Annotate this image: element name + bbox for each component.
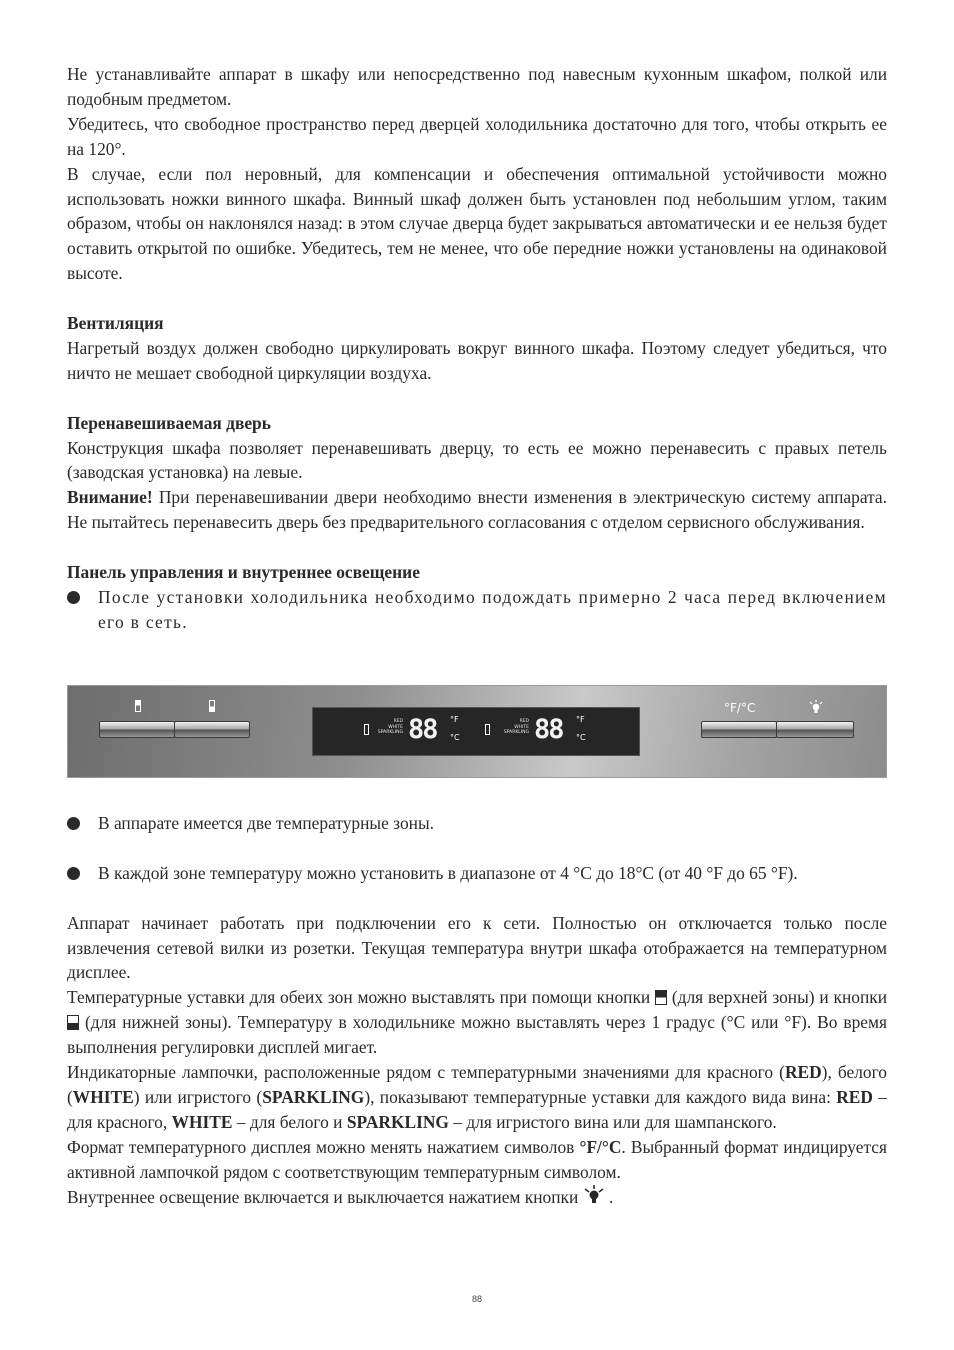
temp-digits-left: 88 (408, 714, 437, 745)
page-number: 88 (471, 1294, 482, 1304)
door-text: Конструкция шкафа позволяет перенавешивать дверцу, то есть ее можно перенавесить с правых петель (заводская установка) на левые. (67, 437, 887, 483)
bullet-wait (67, 585, 887, 635)
light-bulb-icon (808, 699, 824, 715)
intro-paragraph-2: Убедитесь, что свободное пространство перед дверцей холодильника достаточно для того, чтобы открыть ее на 120°. (67, 113, 887, 159)
bullet-range (67, 861, 887, 886)
p3-text-a: Индикаторные лампочки, расположенные рядом с температурными значениями для красного ( (67, 1062, 785, 1083)
white-label: WHITE (171, 1111, 233, 1132)
unit-toggle-label: °F/°C (724, 701, 756, 715)
page-content (67, 62, 887, 635)
p3-text-b: ), белого ( (67, 1062, 888, 1107)
red-label: RED (784, 1062, 822, 1083)
p4-text-a: Формат температурного дисплея можно менять нажатием символов (67, 1136, 580, 1157)
label-sparkling: SPARKLING (503, 730, 529, 735)
warning-text: При перенавешивании двери необходимо внести изменения в электрическую систему аппарата. Не пытайтесь перенавесить дверь без предварительного согласования с отделом сервисного обслуживания. (67, 487, 887, 533)
page-content-lower (67, 811, 887, 1209)
body-paragraph-2 (67, 985, 887, 1060)
bullet-wait-text: После установки холодильника необходимо подождать примерно 2 часа перед включением его в сеть. (98, 586, 887, 632)
bullet-zones (67, 811, 887, 836)
unit-c-right: °C (576, 733, 586, 742)
label-white: WHITE (388, 724, 403, 730)
body-paragraph-4 (67, 1135, 887, 1185)
p3-text-d: ), показывают температурные уставки для каждого вида вина: (364, 1086, 837, 1107)
p3-text-e: – для красного, (67, 1086, 887, 1132)
door-warning (67, 485, 887, 535)
ventilation-heading: Вентиляция (67, 313, 164, 334)
label-red: RED (393, 719, 403, 724)
panel-heading: Панель управления и внутреннее освещение (67, 562, 420, 583)
lower-zone-icon (209, 700, 215, 712)
p3-text-f: – для белого и (232, 1111, 347, 1132)
p2-text-c: (для нижней зоны). Температуру в холодильнике можно выставлять через 1 градус (°C или °F). Во время выполнения регулировки дисплей мигает. (67, 1012, 887, 1058)
upper-zone-icon (135, 700, 141, 712)
wine-labels-right (499, 719, 529, 736)
lower-zone-button[interactable] (174, 721, 250, 738)
p5-text-a: Внутреннее освещение включается и выключается нажатием кнопки (67, 1186, 583, 1207)
body-paragraph-1: Аппарат начинает работать при подключении его к сети. Полностью он отключается только после извлечения сетевой вилки из розетки. Текущая температура внутри шкафа отображается на температурном дисплее. (67, 912, 887, 983)
bullet-range-text: В каждой зоне температуру можно установить в диапазоне от 4 °C до 18°C (от 40 °F до 65 °F). (98, 862, 798, 883)
body-paragraph-3 (67, 1060, 887, 1135)
door-heading: Перенавешиваемая дверь (67, 412, 271, 433)
light-bulb-icon (583, 1185, 605, 1205)
unit-toggle-button[interactable] (701, 721, 777, 738)
p3-text-c: ) или игристого ( (133, 1086, 263, 1107)
temp-digits-right: 88 (534, 714, 563, 745)
label-red: RED (519, 719, 529, 724)
label-sparkling: SPARKLING (377, 730, 403, 735)
unit-f-right: °F (576, 715, 585, 724)
label-white: WHITE (514, 724, 529, 730)
light-button[interactable] (776, 721, 854, 738)
bullet-dot (67, 867, 80, 880)
zone-indicator-right (485, 724, 490, 735)
wine-labels-left (373, 719, 403, 736)
zone-indicator-left (364, 724, 369, 735)
bullet-dot (67, 591, 80, 604)
warning-label: Внимание! (67, 487, 153, 508)
p5-text-b: . (604, 1186, 614, 1207)
p2-text-a: Температурные уставки для обеих зон можно выставлять при помощи кнопки (67, 987, 656, 1008)
fc-label: °F/°C (579, 1136, 622, 1157)
white-label: WHITE (72, 1086, 134, 1107)
sparkling-label: SPARKLING (262, 1086, 365, 1107)
p4-text-b: . Выбранный формат индицируется активной лампочкой рядом с соответствующим температурным символом. (67, 1136, 887, 1182)
bullet-zones-text: В аппарате имеется две температурные зоны. (98, 813, 434, 833)
lower-zone-icon (67, 1015, 79, 1030)
red-label: RED (836, 1086, 873, 1107)
unit-c-left: °C (450, 733, 460, 742)
body-paragraph-5 (67, 1185, 887, 1210)
control-panel-image (67, 685, 887, 778)
intro-paragraph-1: Не устанавливайте аппарат в шкафу или непосредственно под навесным кухонным шкафом, полкой или подобным предметом. (67, 64, 887, 109)
p2-text-b: (для верхней зоны) и кнопки (667, 987, 888, 1008)
intro-paragraph-3: В случае, если пол неровный, для компенсации и обеспечения оптимальной устойчивости можно использовать ножки винного шкафа. Винный шкаф должен быть установлен под небольшим углом, таким образом, чтобы он наклонялся назад: в этом случае дверца будет закрываться автоматически и ее нельзя будет оставить открытой по ошибке. Убедитесь, тем не менее, что обе передние ножки установлены на одинаковой высоте. (67, 163, 887, 284)
bullet-dot (67, 817, 80, 830)
ventilation-text: Нагретый воздух должен свободно циркулировать вокруг винного шкафа. Поэтому следует убедиться, что ничто не мешает свободной циркуляции воздуха. (67, 337, 887, 383)
sparkling-label: SPARKLING (346, 1111, 449, 1132)
upper-zone-button[interactable] (99, 721, 175, 738)
p3-text-g: – для игристого вина или для шампанского. (448, 1111, 777, 1132)
upper-zone-icon (655, 990, 667, 1005)
temperature-display (312, 707, 640, 756)
unit-f-left: °F (450, 715, 459, 724)
